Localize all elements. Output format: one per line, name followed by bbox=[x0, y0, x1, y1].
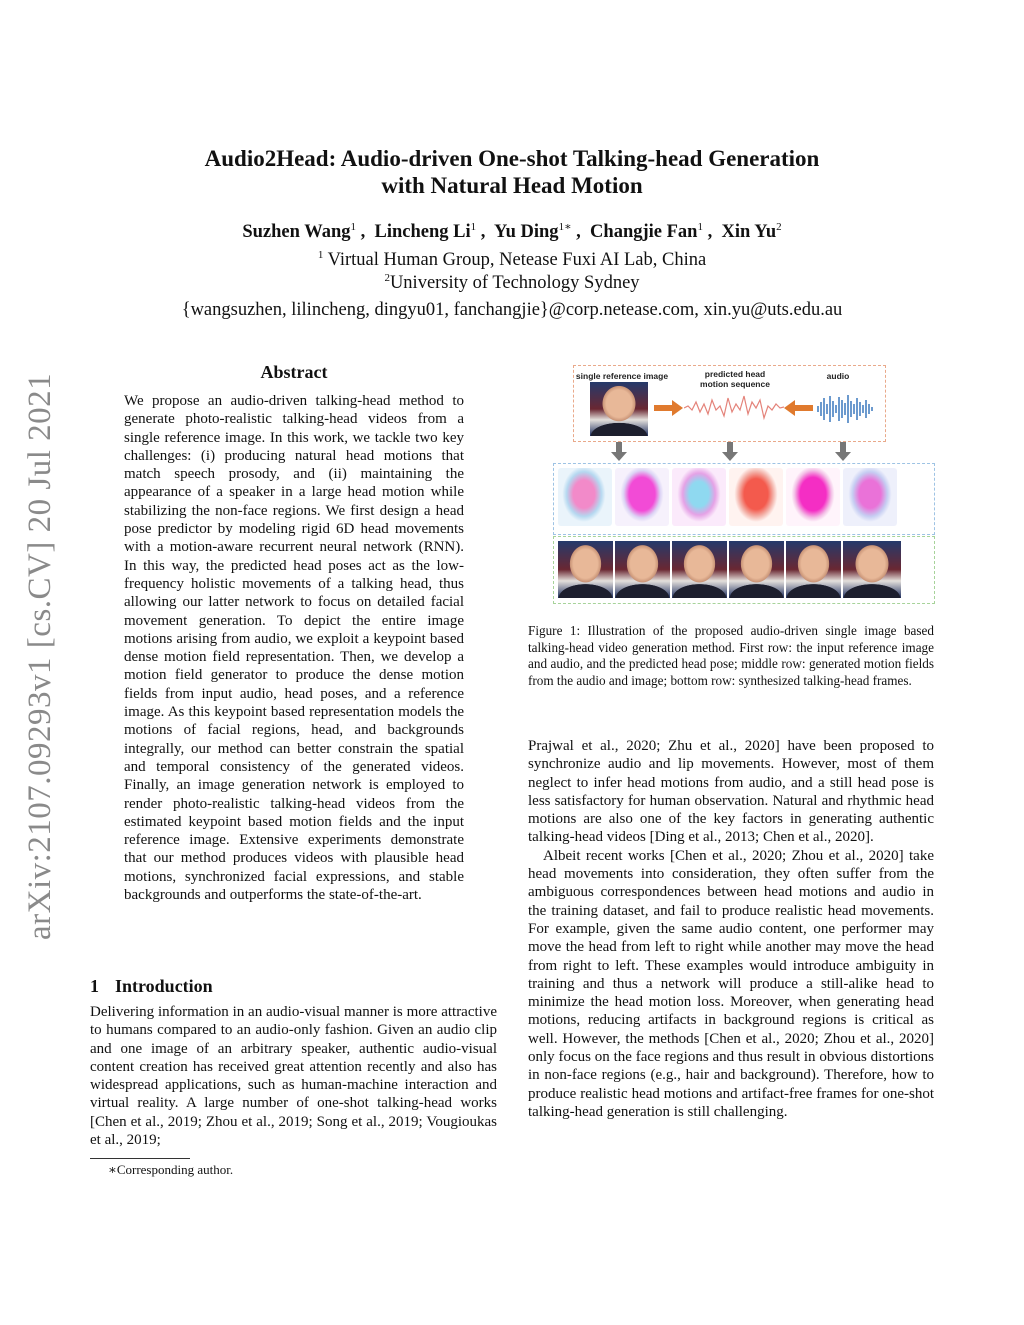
motion-field-image bbox=[729, 468, 783, 526]
author-emails: {wangsuzhen, lilincheng, dingyu01, fanchangjie}@corp.netease.com, xin.yu@uts.edu.au bbox=[181, 300, 843, 320]
paragraph: Albeit recent works [Chen et al., 2020; Zhou et al., 2020] take head movements into consideration, they often suffer from the ambiguous correspondences between head motions and audio in the training dataset, and fail to produce realistic head movements. For example, given the same audio content, one performer may move the head from left to right while another may move the head from right to left. These examples would introduce ambiguity in training and thus a network will produce a still-alike head to minimize the head motion loss. Moreover, when generating head motions, reducing artifacts in background regions is critical as well. However, the methods [Chen et al., 2020; Zhou et al., 2020] only focus on the face regions and thus result in obvious distortions in non-face regions (e.g., hair and background). Therefore, how to produce realistic head motions and artifact-free frames for one-shot talking-head generation is still challenging. bbox=[528, 847, 934, 1120]
label-single-reference-image: single reference image bbox=[575, 371, 669, 381]
paragraph: Prajwal et al., 2020; Zhu et al., 2020] have been proposed to synchronize audio and lip movements. However, most of them neglect to infer head motions from audio, and a still head pose is less satisfactory for human observation. Natural and rhythmic head motions are also one of the key factors in generating authentic talking-head videos [Ding et al., 2013; Chen et al., 2020]. bbox=[528, 738, 934, 846]
abstract-text: We propose an audio-driven talking-head method to generate photo-realistic talking-head videos from a single reference image. In this work, we tackle two key challenges: (i) producing natural head motions that match speech prosody, and (ii) maintaining the appearance of a speaker in a large head motion while stabilizing the non-face regions. We first design a head pose predictor by modeling rigid 6D head movements with a motion-aware recurrent neural network (RNN). In this way, the predicted head poses act as the low-frequency holistic movements of a talking head, thus allowing our latter network to focus on detailed facial movement generation. To depict the entire image motions arising from audio, we exploit a keypoint based dense motion field representation. Then, we develop a motion field generator to produce the dense motion fields from input audio, head poses, and a reference image. As this keypoint based representation models the motions of facial regions, head, and backgrounds integrally, our method can better constrain the spatial and temporal consistency of the generated videos. Finally, an image generation network is employed to render photo-realistic talking-head videos from the estimated keypoint based motion fields and the input reference image. Extensive experiments demonstrate that our method produces videos with plausible head motions, synchronized facial expressions, and stable backgrounds and outperforms the state-of-the-art. bbox=[124, 393, 464, 904]
author-affil-mark: 1 bbox=[470, 221, 477, 233]
affil-mark: 1 bbox=[317, 249, 324, 261]
label-pred-line-2: motion sequence bbox=[700, 379, 770, 389]
audio-waveform bbox=[816, 392, 874, 426]
author-name: Xin Yu bbox=[721, 222, 777, 243]
footnote: ∗Corresponding author. bbox=[108, 1162, 234, 1177]
author-name: Lincheng Li bbox=[374, 222, 471, 243]
motion-field-image bbox=[615, 468, 669, 526]
title-line-1: Audio2Head: Audio-driven One-shot Talking-head Generation bbox=[204, 146, 820, 171]
arxiv-identifier: arXiv:2107.09293v1 [cs.CV] 20 Jul 2021 bbox=[22, 372, 58, 940]
author-name: Suzhen Wang bbox=[242, 222, 351, 243]
section-heading-introduction bbox=[90, 976, 229, 997]
affil-mark: 2 bbox=[384, 272, 390, 284]
author-name: Yu Ding bbox=[493, 222, 559, 243]
orange-arrow-right-icon bbox=[654, 398, 684, 418]
label-audio: audio bbox=[826, 371, 850, 381]
synthesized-frame-image bbox=[672, 541, 727, 598]
author-list: Suzhen Wang$^1$ , Lincheng Li$^1$ , Yu Ding$^{1∗}$ , Changjie Fan$^1$ , Xin Yu$^2$ bbox=[242, 221, 782, 243]
title-line-2: with Natural Head Motion bbox=[381, 173, 643, 198]
head-motion-waveform bbox=[684, 388, 784, 428]
synthesized-frame-image bbox=[786, 541, 841, 598]
down-arrow-icon bbox=[722, 442, 738, 462]
intro-text: Delivering information in an audio-visual manner is more attractive to humans compared to an audio-only fashion. Given an audio clip and one image of an arbitrary speaker, authentic audio-visual content creation has received great attention recently and also has widespread applications, such as human-machine interaction and virtual reality. A large number of one-shot talking-head works [Chen et al., 2019; Zhou et al., 2019; Song et al., 2019; Vougioukas et al., 2019; bbox=[90, 1004, 497, 1149]
motion-field-image bbox=[786, 468, 840, 526]
down-arrow-icon bbox=[835, 442, 851, 462]
motion-field-image bbox=[843, 468, 897, 526]
author-affil-mark: 1 bbox=[350, 221, 356, 233]
section-number: 1 bbox=[90, 976, 99, 996]
affil-text: University of Technology Sydney bbox=[389, 273, 640, 294]
motion-field-image bbox=[672, 468, 726, 526]
synthesized-frame-image bbox=[558, 541, 613, 598]
author-affil-mark: 1∗ bbox=[558, 221, 572, 233]
label-predicted-head-motion bbox=[690, 369, 780, 389]
author-affil-mark: 1 bbox=[697, 221, 703, 233]
orange-arrow-left-icon bbox=[784, 398, 814, 418]
paper-title bbox=[0, 145, 1024, 199]
right-column-text bbox=[528, 737, 934, 1121]
section-title: Introduction bbox=[115, 976, 213, 996]
abstract-heading: Abstract bbox=[260, 362, 328, 382]
affil-text: Virtual Human Group, Netease Fuxi AI Lab, China bbox=[323, 250, 707, 271]
synthesized-frame-image bbox=[843, 541, 901, 598]
label-pred-line-1: predicted head bbox=[704, 369, 766, 379]
figure-1-caption: Figure 1: Illustration of the proposed audio-driven single image based talking-head video generation method. First row: the input reference image and audio, and the predicted head pose; middle row: generated motion fields from the audio and image; bottom row: synthesized talking-head frames. bbox=[528, 623, 934, 688]
footnote-rule bbox=[90, 1158, 190, 1159]
down-arrow-icon bbox=[611, 442, 627, 462]
reference-face-image bbox=[590, 382, 648, 436]
affiliation-2 bbox=[0, 272, 1024, 294]
motion-field-image bbox=[558, 468, 612, 526]
synthesized-frame-image bbox=[615, 541, 670, 598]
author-affil-mark: 2 bbox=[776, 221, 782, 233]
affiliation-1 bbox=[0, 249, 1024, 271]
author-name: Changjie Fan bbox=[590, 222, 698, 243]
synthesized-frame-image bbox=[729, 541, 784, 598]
